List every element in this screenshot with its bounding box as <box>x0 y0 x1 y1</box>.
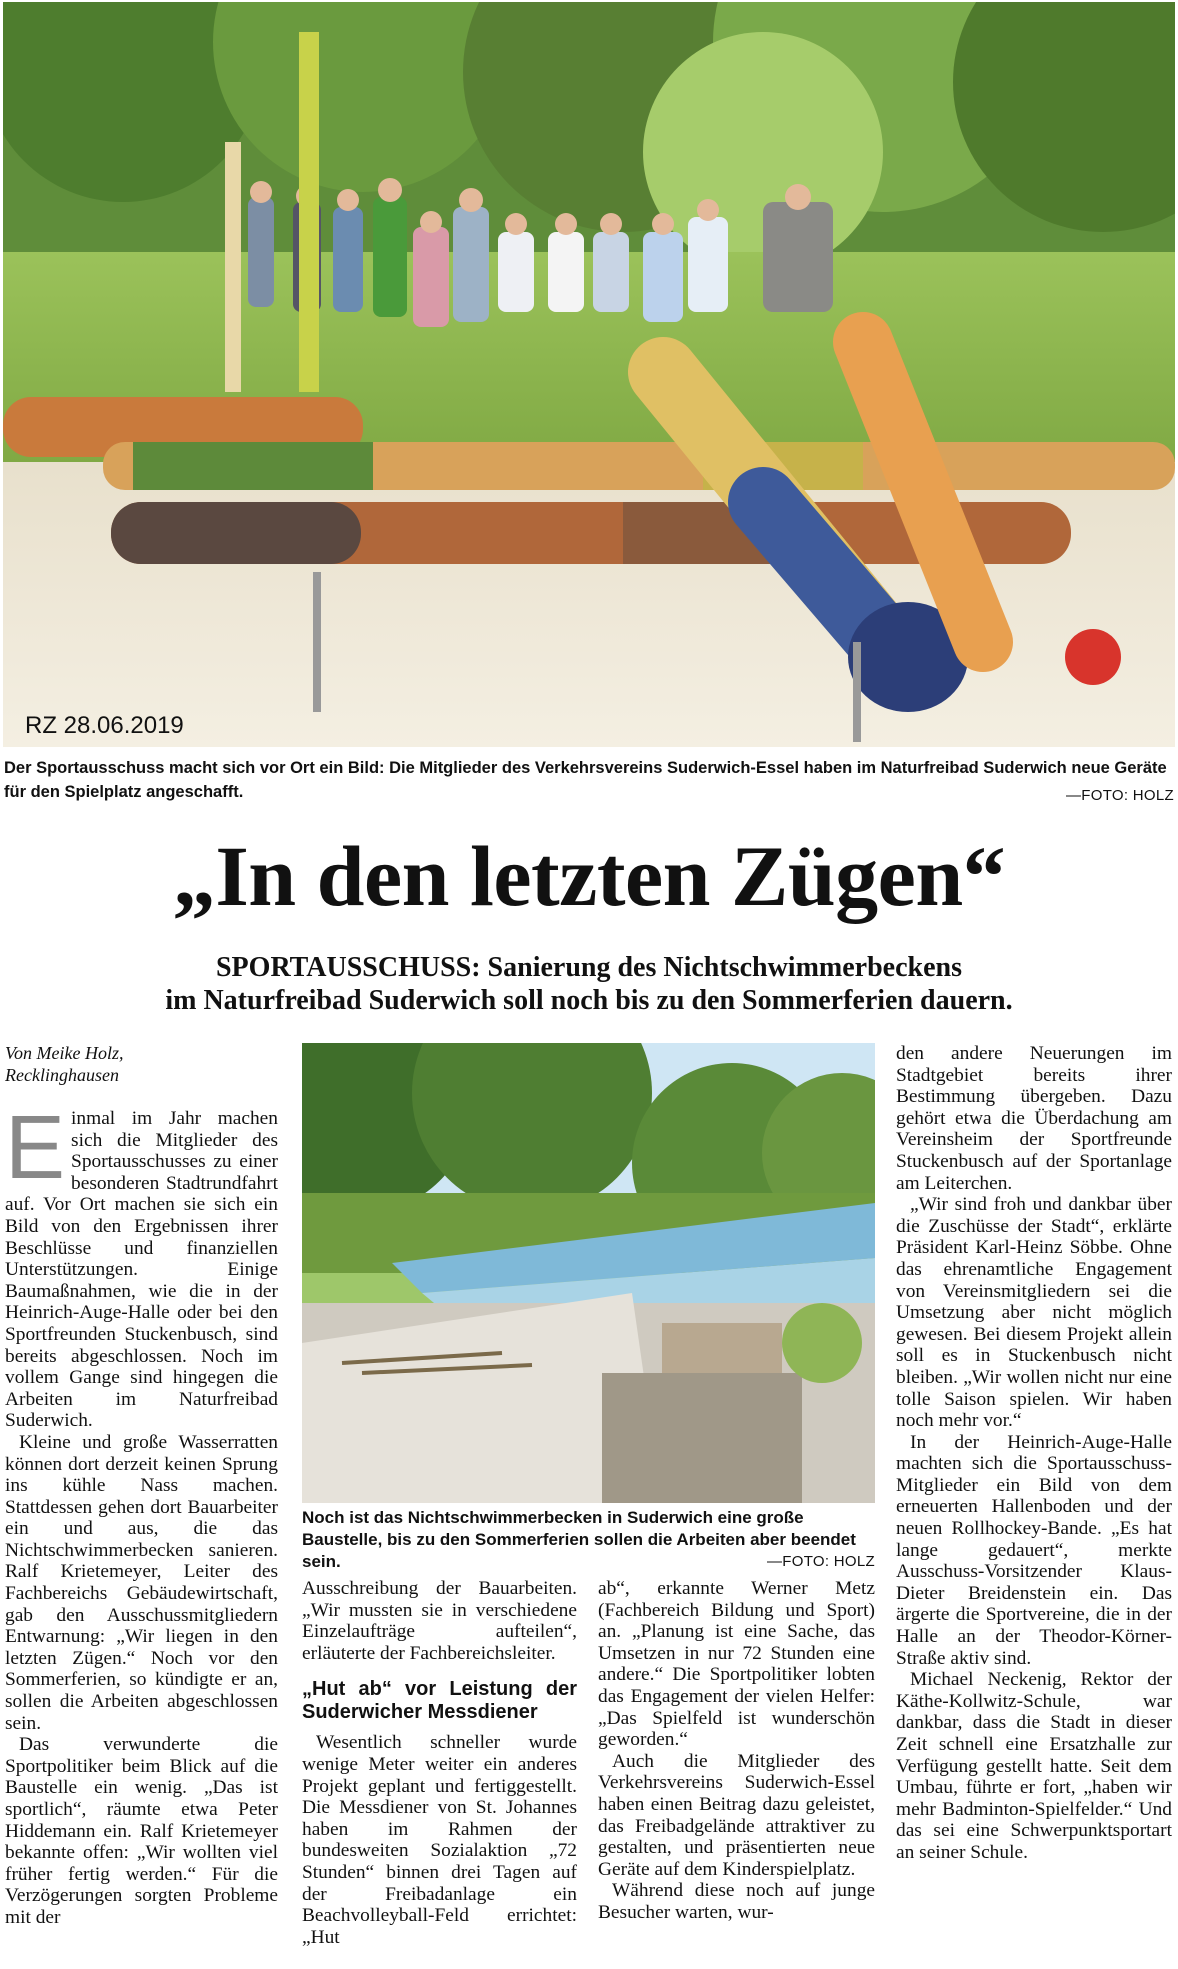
byline <box>5 1042 285 1086</box>
article-paragraph: Michael Neckenig, Rektor der Käthe-Kollwitz-Schule, war dankbar, dass die Stadt in dieser Zeit schnell eine Ersatzhalle zur Verfügung gestellt hatte. Seit dem Umbau, führte er fort, „haben wir mehr Badminton-Spielfelder.“ Und das sei eine Schwerpunktsportart an seiner Schule. <box>896 1669 1172 1863</box>
article-paragraph: In der Heinrich-Auge-Halle machten sich die Sportausschuss-Mitglieder ein Bild von dem erneuerten Hallenboden und der neuen Rollhockey-Bande. „Es hat lange gedauert“, merkte Ausschuss-Vorsitzender Klaus-Dieter Breidenstein ein. Das ärgerte die Sportvereine, die in der Halle an der Theodor-Körner-Straße aktiv sind. <box>896 1431 1172 1669</box>
article-column-2 <box>302 1578 577 1968</box>
article-paragraph: Ausschreibung der Bauarbeiten. „Wir mussten sie in verschiedene Einzelaufträge aufteilen“, erläuterte der Fachbereichsleiter. <box>302 1578 577 1664</box>
article-paragraph: Das verwunderte die Sportpolitiker beim Blick auf die Baustelle ein wenig. „Das ist sportlich“, räumte etwa Peter Hiddemann ein. Ralf Krietemeyer bekannte offen: „Wir wollten viel früher fertig werden.“ Für die Verzögerungen sorgten Probleme mit der <box>5 1734 278 1928</box>
section-subheading: „Hut ab“ vor Leistung der Suderwicher Messdiener <box>302 1678 577 1724</box>
article-paragraph: Einmal im Jahr machen sich die Mitglieder des Sportausschusses zu einer besonderen Stadtrundfahrt auf. Vor Ort machen sie sich ein Bild von den Ergebnissen ihrer Beschlüsse und finanziellen Unterstützungen. Einige Baumaßnahmen, wie die in der Heinrich-Auge-Halle oder bei den Sportfreunden Stuckenbusch, sind bereits abgeschlossen. Noch im vollem Gange sind hingegen die Arbeiten im Naturfreibad Suderwich. <box>5 1108 278 1432</box>
pool-photo-caption <box>302 1507 875 1573</box>
top-caption-text: Der Sportausschuss macht sich vor Ort ein Bild: Die Mitglieder des Verkehrsvereins Suderwich-Essel haben im Naturfreibad Suderwich neue Geräte für den Spielplatz angeschafft. <box>4 759 1167 801</box>
subheadline-line-2: im Naturfreibad Suderwich soll noch bis zu den Sommerferien dauern. <box>165 985 1013 1016</box>
pool-caption-credit: —FOTO: HOLZ <box>766 1553 875 1570</box>
headline: „In den letzten Zügen“ <box>172 828 1006 924</box>
article-paragraph: Wesentlich schneller wurde wenige Meter weiter ein anderes Projekt geplant und fertiggestellt. Die Messdiener von St. Johannes haben im Rahmen der bundesweiten Sozialaktion „72 Stunden“ binnen drei Tagen auf der Freibadanlage ein Beachvolleyball-Feld errichtet: „Hut <box>302 1732 577 1948</box>
article-paragraph: ab“, erkannte Werner Metz (Fachbereich Bildung und Sport) an. „Planung ist eine Sache, das Umsetzen in nur 72 Stunden eine andere.“ Die Sportpolitiker lobten das Engagement der vielen Helfer: „Das Spielfeld ist wunderschön geworden.“ <box>598 1578 875 1751</box>
subheadline <box>0 951 1178 1017</box>
article-paragraph: den andere Neuerungen im Stadtgebiet bereits ihrer Bestimmung übergeben. Dazu gehört etwa die Überdachung am Vereinsheim der Sportfreunde Stuckenbusch auf der Sportanlage am Leiterchen. <box>896 1043 1172 1194</box>
top-caption-credit: —FOTO: HOLZ <box>1065 787 1174 804</box>
article-paragraph: Kleine und große Wasserratten können dort derzeit keinen Sprung ins kühle Nass machen. Stattdessen gehen dort Bauarbeiter ein und aus, die das Nichtschwimmerbecken sanieren. Ralf Krietemeyer, Leiter des Fachbereichs Gebäudewirtschaft, gab den Ausschussmitgliedern Entwarnung: „Wir liegen in den letzten Zügen.“ Noch vor den Sommerferien, so kündigte er an, sollen die Arbeiten abgeschlossen sein. <box>5 1431 278 1734</box>
article-paragraph: „Wir sind froh und dankbar über die Zuschüsse der Stadt“, erklärte Präsident Karl-Heinz Söbbe. Ohne das ehrenamtliche Engagement von Vereinsmitgliedern sei die Umsetzung aber nicht möglich gewesen. Bei diesem Projekt allein soll es in Stuckenbusch nicht bleiben. „Wir wollen nicht nur eine tolle Saison spielen. Wir haben noch mehr vor.“ <box>896 1194 1172 1432</box>
article-column-3 <box>598 1578 875 1968</box>
subheadline-line-1: SPORTAUSSCHUSS: Sanierung des Nichtschwimmerbeckens <box>215 952 962 983</box>
pool-construction-photo <box>302 1043 875 1503</box>
date-stamp: RZ 28.06.2019 <box>25 712 184 739</box>
article-column-4 <box>896 1043 1172 1967</box>
top-photo-caption <box>4 756 1174 808</box>
top-photo <box>3 2 1175 747</box>
article-paragraph: Auch die Mitglieder des Verkehrsvereins Suderwich-Essel haben einen Beitrag dazu geleistet, das Freibadgelände attraktiver zu gestalten, und präsentierten neue Geräte auf dem Kinderspielplatz. <box>598 1750 875 1880</box>
dropcap: E <box>5 1108 66 1198</box>
article-column-1 <box>5 1108 278 1966</box>
pool-caption-text: Noch ist das Nichtschwimmerbecken in Suderwich eine große Baustelle, bis zu den Sommerferien sollen die Arbeiten aber beendet sein. <box>302 1508 856 1571</box>
article-paragraph: Während diese noch auf junge Besucher warten, wur- <box>598 1880 875 1923</box>
byline-author: Von Meike Holz, <box>5 1043 124 1063</box>
byline-location: Recklinghausen <box>5 1065 119 1085</box>
